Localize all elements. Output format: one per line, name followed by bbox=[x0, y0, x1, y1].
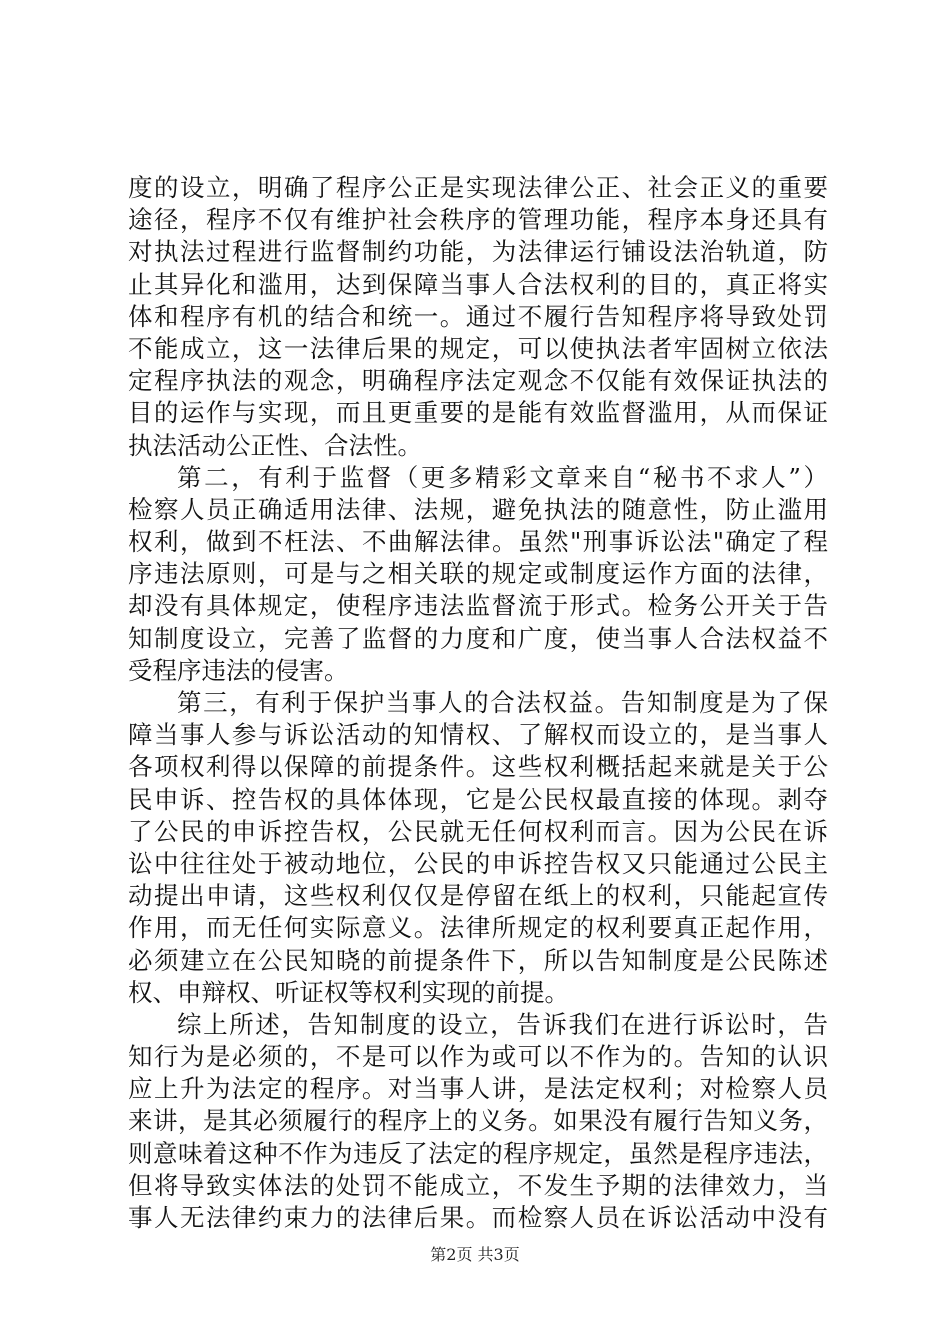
paragraph bbox=[128, 687, 828, 1009]
page-footer: 第2页 共3页 bbox=[430, 1245, 520, 1264]
text-line: 知制度设立，完善了监督的力度和广度，使当事人合法权益不 bbox=[128, 623, 828, 653]
text-line: 但将导致实体法的处罚不能成立，不发生予期的法律效力，当 bbox=[128, 1170, 828, 1200]
text-line: 权利，做到不枉法、不曲解法律。虽然"刑事诉讼法"确定了程 bbox=[128, 527, 828, 557]
text-line: 序违法原则，可是与之相关联的规定或制度运作方面的法律， bbox=[128, 559, 828, 589]
text-line: 对执法过程进行监督制约功能，为法律运行铺设法治轨道，防 bbox=[128, 237, 828, 267]
document-body bbox=[128, 172, 828, 1234]
paragraph bbox=[128, 462, 828, 687]
text-line: 障当事人参与诉讼活动的知情权、了解权而设立的，是当事人 bbox=[128, 720, 828, 750]
text-line: 定程序执法的观念，明确程序法定观念不仅能有效保证执法的 bbox=[128, 366, 828, 396]
text-line: 动提出申请，这些权利仅仅是停留在纸上的权利，只能起宣传 bbox=[128, 881, 828, 911]
text-line: 第三，有利于保护当事人的合法权益。告知制度是为了保 bbox=[177, 688, 828, 717]
text-line: 度的设立，明确了程序公正是实现法律公正、社会正义的重要 bbox=[128, 173, 828, 202]
text-line: 权、申辩权、听证权等权利实现的前提。 bbox=[128, 977, 569, 1007]
text-line: 体和程序有机的结合和统一。通过不履行告知程序将导致处罚 bbox=[128, 301, 828, 331]
text-line: 则意味着这种不作为违反了法定的程序规定，虽然是程序违法， bbox=[128, 1138, 828, 1168]
text-line: 检察人员正确适用法律、法规，避免执法的随意性，防止滥用 bbox=[128, 494, 828, 524]
text-line: 知行为是必须的，不是可以作为或可以不作为的。告知的认识 bbox=[128, 1042, 828, 1072]
text-line: 必须建立在公民知晓的前提条件下，所以告知制度是公民陈述 bbox=[128, 945, 828, 975]
text-line: 综上所述，告知制度的设立，告诉我们在进行诉讼时，告 bbox=[177, 1009, 828, 1039]
text-line: 受程序违法的侵害。 bbox=[128, 655, 349, 685]
text-line: 讼中往往处于被动地位，公民的申诉控告权又只能通过公民主 bbox=[128, 848, 828, 878]
text-line: 了公民的申诉控告权，公民就无任何权利而言。因为公民在诉 bbox=[128, 816, 828, 846]
paragraph bbox=[128, 172, 828, 462]
text-line: 各项权利得以保障的前提条件。这些权利概括起来就是关于公 bbox=[128, 752, 828, 782]
text-line: 却没有具体规定，使程序违法监督流于形式。检务公开关于告 bbox=[128, 591, 828, 621]
text-line: 止其异化和滥用，达到保障当事人合法权利的目的，真正将实 bbox=[128, 269, 828, 299]
paragraph bbox=[128, 1009, 828, 1234]
text-line: 途径，程序不仅有维护社会秩序的管理功能，程序本身还具有 bbox=[128, 205, 828, 235]
text-line: 作用，而无任何实际意义。法律所规定的权利要真正起作用， bbox=[128, 913, 828, 943]
text-line: 目的运作与实现，而且更重要的是能有效监督滥用，从而保证 bbox=[128, 398, 828, 428]
text-line: 来讲，是其必须履行的程序上的义务。如果没有履行告知义务， bbox=[128, 1106, 828, 1136]
text-line: 不能成立，这一法律后果的规定，可以使执法者牢固树立依法 bbox=[128, 333, 828, 363]
text-line: 应上升为法定的程序。对当事人讲，是法定权利；对检察人员 bbox=[128, 1074, 828, 1104]
text-line: 第二，有利于监督（更多精彩文章来自“秘书不求人”） bbox=[177, 462, 828, 492]
text-line: 事人无法律约束力的法律后果。而检察人员在诉讼活动中没有 bbox=[128, 1203, 828, 1232]
text-line: 民申诉、控告权的具体体现，它是公民权最直接的体现。剥夺 bbox=[128, 784, 828, 814]
text-line: 执法活动公正性、合法性。 bbox=[128, 430, 422, 460]
